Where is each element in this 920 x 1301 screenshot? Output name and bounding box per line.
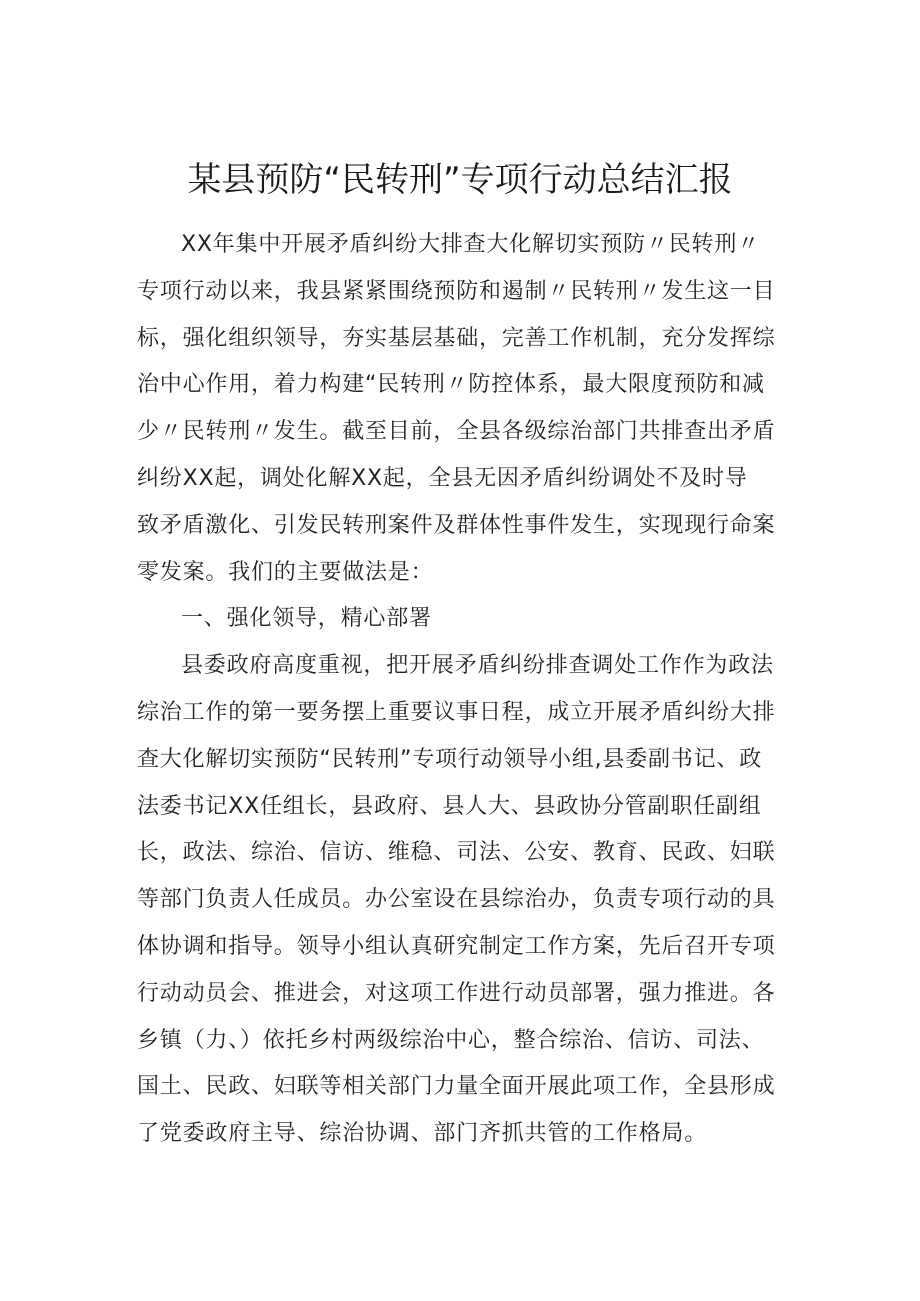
paragraph-1-line-4: 治中心作用，着力构建“民转刑〃防控体系，最大限度预防和减 [137, 372, 765, 398]
paragraph-1-line-3: 标，强化组织领导，夯实基层基础，完善工作机制，充分发挥综 [137, 325, 776, 351]
paragraph-1-line-6: 纠纷XX起，调处化解XX起，全县无因矛盾纠纷调处不及时导 [137, 465, 748, 491]
section-heading-1: 一、强化领导，精心部署 [181, 606, 432, 632]
paragraph-2-line-4: 法委书记XX任组长，县政府、县人大、县政协分管副职任副组 [137, 793, 762, 819]
paragraph-1-line-2: 专项行动以来，我县紧紧围绕预防和遏制〃民转刑〃发生这一目 [137, 278, 776, 304]
paragraph-2-line-3: 查大化解切实预防“民转刑”专项行动领导小组,县委副书记、政 [137, 746, 762, 772]
document-body [137, 222, 789, 1158]
paragraph-2-line-2: 综治工作的第一要务摆上重要议事日程，成立开展矛盾纠纷大排 [137, 699, 776, 725]
document-title: 某县预防“民转刑”专项行动总结汇报 [187, 160, 733, 200]
paragraph-2-line-6: 等部门负责人任成员。办公室设在县综治办，负责专项行动的具 [137, 887, 776, 913]
paragraph-2-line-10: 国土、民政、妇联等相关部门力量全面开展此项工作，全县形成 [137, 1074, 776, 1100]
paragraph-2-line-7: 体协调和指导。领导小组认真研究制定工作方案，先后召开专项 [137, 933, 776, 959]
paragraph-2-line-11: 了党委政府主导、综治协调、部门齐抓共管的工作格局。 [137, 1121, 708, 1147]
paragraph-1-line-8: 零发案。我们的主要做法是： [137, 559, 434, 585]
paragraph-2-line-9: 乡镇（力、）依托乡村两级综治中心，整合综治、信访、司法、 [137, 1027, 765, 1053]
paragraph-1-line-7: 致矛盾激化、引发民转刑案件及群体性事件发生，实现现行命案 [137, 512, 776, 538]
paragraph-1-line-1: XX年集中开展矛盾纠纷大排查大化解切实预防〃民转刑〃 [181, 232, 760, 257]
paragraph-2-line-8: 行动动员会、推进会，对这项工作进行动员部署，强力推进。各 [137, 980, 776, 1006]
paragraph-2-line-5: 长，政法、综治、信访、维稳、司法、公安、教育、民政、妇联 [137, 840, 776, 866]
paragraph-2-line-1: 县委政府高度重视，把开展矛盾纠纷排查调处工作作为政法 [181, 653, 774, 679]
paragraph-1-line-5: 少〃民转刑〃发生。截至目前，全县各级综治部门共排查出矛盾 [137, 419, 776, 445]
